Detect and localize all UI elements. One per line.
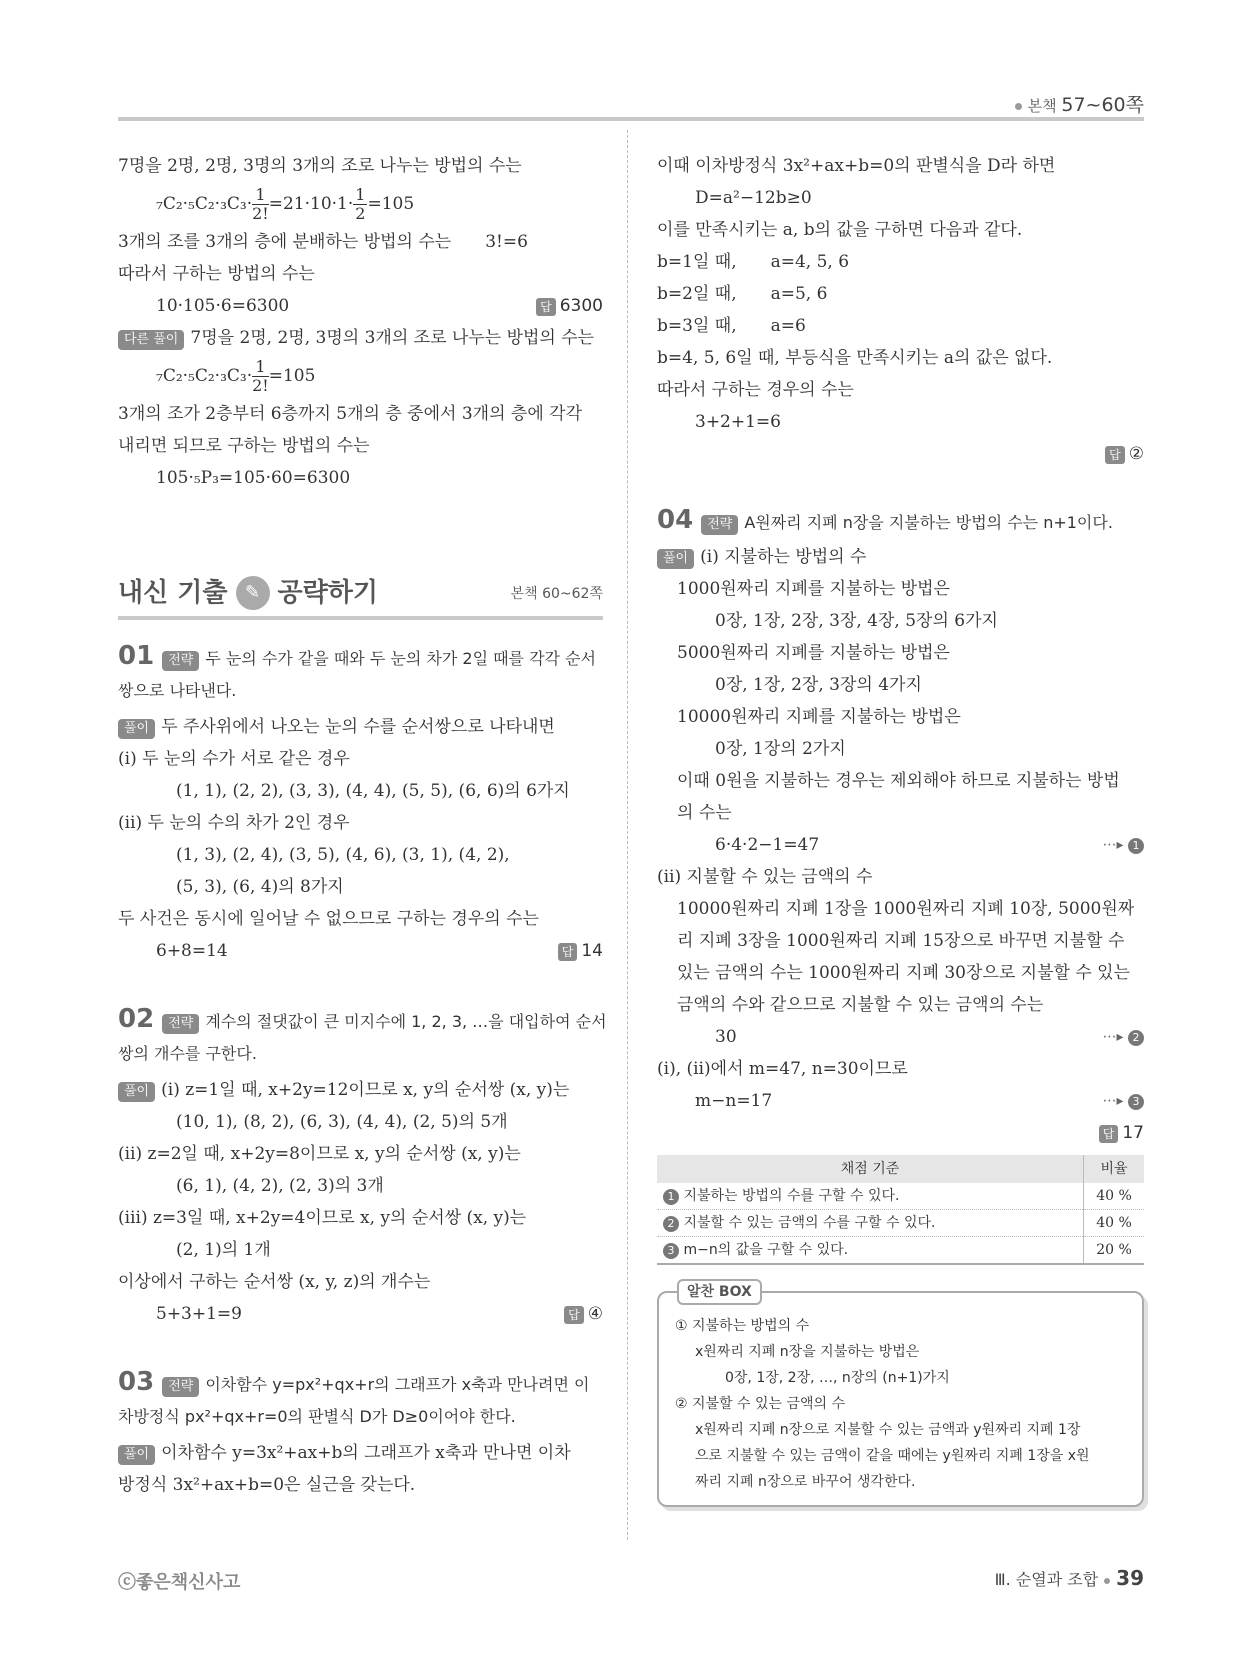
- fraction-numerator: 1: [355, 185, 366, 204]
- text-line: (2, 1)의 1개: [176, 1240, 271, 1260]
- section-title-part: 공략하기: [277, 578, 378, 608]
- text-line: 0장, 1장, 2장, 3장의 4가지: [715, 675, 922, 695]
- section-title-part: 내신 기출: [118, 578, 228, 608]
- text-line: 두 주사위에서 나오는 눈의 수를 순서쌍으로 나타내면: [161, 717, 555, 737]
- answer-row: [118, 1298, 603, 1330]
- tip-line: x원짜리 지폐 n장으로 지불할 수 있는 금액과 y원짜리 지폐 1장: [695, 1422, 1081, 1438]
- criteria-text: 지불하는 방법의 수를 구할 수 있다.: [683, 1188, 900, 1204]
- tip-line: ② 지불할 수 있는 금액의 수: [675, 1396, 846, 1412]
- page-number: 39: [1116, 1566, 1144, 1590]
- answer: [536, 290, 603, 322]
- step-row: [657, 1085, 1144, 1117]
- text-line: 0장, 1장, 2장, 3장, 4장, 5장의 6가지: [715, 611, 998, 631]
- text-line: 방정식 3x²+ax+b=0은 실근을 갖는다.: [118, 1475, 416, 1495]
- text-line: 7명을 2명, 2명, 3명의 3개의 조로 나누는 방법의 수는: [190, 328, 595, 348]
- problem-03-strategy: [118, 1366, 603, 1401]
- answer-tag: 답: [564, 1306, 584, 1324]
- table-row: [657, 1210, 1144, 1237]
- answer-tag: 답: [1105, 446, 1125, 464]
- text-line: (ⅰ) z=1일 때, x+2y=12이므로 x, y의 순서쌍 (x, y)는: [161, 1080, 570, 1100]
- tip-line: x원짜리 지폐 n장을 지불하는 방법은: [695, 1344, 920, 1360]
- notebook-icon: ✎: [236, 576, 270, 610]
- text-line: b=1일 때, a=4, 5, 6: [657, 252, 850, 272]
- formula-line: 3+2+1=6: [695, 412, 781, 432]
- top-rule: [118, 117, 1144, 121]
- solution-tag: 풀이: [118, 1082, 155, 1102]
- answer: [558, 935, 603, 967]
- solution-tag: 풀이: [118, 1445, 155, 1465]
- answer-tag: 답: [536, 298, 556, 316]
- alt-solution-line: [118, 322, 603, 354]
- text-line: 따라서 구하는 경우의 수는: [657, 380, 854, 400]
- tip-box-title: 알찬 BOX: [677, 1279, 762, 1305]
- answer: [564, 1298, 603, 1330]
- text-line: (ⅱ) 두 눈의 수의 차가 2인 경우: [118, 813, 350, 833]
- step-number-icon: 3: [1128, 1094, 1144, 1110]
- strategy-text: 쌍으로 나타낸다.: [118, 681, 237, 700]
- strategy-tag: 전략: [162, 651, 199, 671]
- fraction: [353, 186, 367, 223]
- text-line: b=4, 5, 6일 때, 부등식을 만족시키는 a의 값은 없다.: [657, 348, 1053, 368]
- answer-row: [118, 935, 603, 967]
- table-header-row: [657, 1155, 1144, 1183]
- text-line: 10000원짜리 지폐 1장을 1000원짜리 지폐 10장, 5000원짜: [677, 899, 1135, 919]
- formula-line: 105·₅P₃=105·60=6300: [156, 468, 351, 488]
- fraction: [252, 358, 269, 395]
- solution-line: [118, 1074, 603, 1106]
- column-divider: [627, 130, 628, 1540]
- formula-line: 30: [715, 1027, 737, 1047]
- step-number-icon: 1: [1128, 838, 1144, 854]
- text-line: 내리면 되므로 구하는 방법의 수는: [118, 436, 370, 456]
- ratio-cell: 40 %: [1084, 1210, 1145, 1237]
- formula-line: [118, 182, 603, 226]
- table-header: 비율: [1084, 1155, 1145, 1183]
- text-line: 3개의 조가 2층부터 6층까지 5개의 층 중에서 3개의 층에 각각: [118, 404, 582, 424]
- section-title: [118, 576, 378, 610]
- text-line: 의 수는: [677, 803, 732, 823]
- answer-value: ②: [1128, 444, 1144, 464]
- step-marker: ⋯▸ 2: [1103, 1021, 1144, 1053]
- strategy-text: 두 눈의 수가 같을 때와 두 눈의 차가 2일 때를 각각 순서: [205, 649, 597, 668]
- text-line: 리 지폐 3장을 1000원짜리 지폐 15장으로 바꾸면 지불할 수: [677, 931, 1125, 951]
- text-line: (ⅲ) z=3일 때, x+2y=4이므로 x, y의 순서쌍 (x, y)는: [118, 1208, 527, 1228]
- right-column: [657, 150, 1144, 1507]
- criteria-text: 지불할 수 있는 금액의 수를 구할 수 있다.: [683, 1215, 936, 1231]
- table-cell: [657, 1183, 1084, 1210]
- publisher-logo: ⓒ좋은책신사고: [118, 1572, 241, 1593]
- text-line: (ⅱ) 지불할 수 있는 금액의 수: [657, 867, 873, 887]
- text-line: 두 사건은 동시에 일어날 수 없으므로 구하는 경우의 수는: [118, 909, 539, 929]
- text-line: (ⅰ), (ⅱ)에서 m=47, n=30이므로: [657, 1059, 908, 1079]
- left-column: [118, 150, 607, 1501]
- text-line: (6, 1), (4, 2), (2, 3)의 3개: [176, 1176, 384, 1196]
- text-line: 따라서 구하는 방법의 수는: [118, 264, 315, 284]
- strategy-text: 이차함수 y=px²+qx+r의 그래프가 x축과 만나려면 이: [205, 1375, 590, 1394]
- answer-value: 6300: [559, 296, 603, 316]
- fraction-denominator: 2!: [252, 376, 269, 395]
- text-line: 이를 만족시키는 a, b의 값을 구하면 다음과 같다.: [657, 220, 1023, 240]
- solution-tag: 풀이: [657, 549, 694, 569]
- text-line: (1, 3), (2, 4), (3, 5), (4, 6), (3, 1), (4, 2),: [176, 845, 510, 865]
- problem-number: 02: [118, 1004, 155, 1034]
- text-line: b=3일 때, a=6: [657, 316, 806, 336]
- table-cell: [657, 1210, 1084, 1237]
- ratio-cell: 40 %: [1084, 1183, 1145, 1210]
- strategy-text: 계수의 절댓값이 큰 미지수에 1, 2, 3, …을 대입하여 순서: [205, 1012, 607, 1031]
- text-line: 이때 0원을 지불하는 경우는 제외해야 하므로 지불하는 방법: [677, 771, 1120, 791]
- step-number-icon: 2: [663, 1216, 679, 1232]
- tip-line: 으로 지불할 수 있는 금액이 같을 때에는 y원짜리 지폐 1장을 x원: [695, 1448, 1090, 1464]
- formula-line: 5+3+1=9: [156, 1304, 242, 1324]
- text-line: (ⅰ) 지불하는 방법의 수: [700, 547, 867, 567]
- text-line: (10, 1), (8, 2), (6, 3), (4, 4), (2, 5)의 5개: [176, 1112, 508, 1132]
- table-row: [657, 1183, 1144, 1210]
- strategy-text: 차방정식 px²+qx+r=0의 판별식 D가 D≥0이어야 한다.: [118, 1407, 516, 1426]
- answer-value: 17: [1122, 1123, 1144, 1143]
- strategy-text: A원짜리 지폐 n장을 지불하는 방법의 수는 n+1이다.: [744, 513, 1113, 532]
- text-line: (ⅱ) z=2일 때, x+2y=8이므로 x, y의 순서쌍 (x, y)는: [118, 1144, 521, 1164]
- fraction-numerator: 1: [252, 358, 269, 377]
- tip-line: ① 지불하는 방법의 수: [675, 1318, 810, 1334]
- problem-02-strategy: [118, 1003, 607, 1038]
- formula-part: ₇C₂·₅C₂·₃C₃·: [156, 366, 253, 386]
- text-line: 7명을 2명, 2명, 3명의 3개의 조로 나누는 방법의 수는: [118, 156, 522, 176]
- step-row: [657, 1021, 1144, 1053]
- ratio-cell: 20 %: [1084, 1237, 1145, 1265]
- step-marker: ⋯▸ 1: [1103, 829, 1144, 861]
- answer-value: 14: [581, 941, 603, 961]
- text-line: 5000원짜리 지폐를 지불하는 방법은: [677, 643, 950, 663]
- table-row: [657, 1237, 1144, 1265]
- alt-solution-tag: 다른 풀이: [118, 330, 184, 350]
- strategy-text: 쌍의 개수를 구한다.: [118, 1044, 257, 1063]
- bullet-dot-icon: [1015, 103, 1022, 110]
- solution-tag: 풀이: [118, 719, 155, 739]
- text-line: 10000원짜리 지폐를 지불하는 방법은: [677, 707, 961, 727]
- table-header: 채점 기준: [657, 1155, 1084, 1183]
- formula-line: 6·4·2−1=47: [715, 835, 820, 855]
- section-page-ref: 본책 60~62쪽: [510, 586, 603, 602]
- text-line: (ⅰ) 두 눈의 수가 서로 같은 경우: [118, 749, 350, 769]
- text-line: (1, 1), (2, 2), (3, 3), (4, 4), (5, 5), (6, 6)의 6가지: [176, 781, 570, 801]
- problem-01-strategy: [118, 640, 603, 675]
- step-number-icon: 1: [663, 1189, 679, 1205]
- criteria-text: m−n의 값을 구할 수 있다.: [683, 1242, 849, 1258]
- header-page-reference: [1015, 90, 1144, 117]
- step-number-icon: 2: [1128, 1030, 1144, 1046]
- answer-tag: 답: [1099, 1125, 1119, 1143]
- text-line: 1000원짜리 지폐를 지불하는 방법은: [677, 579, 950, 599]
- answer: [657, 438, 1144, 470]
- answer-value: ④: [587, 1304, 603, 1324]
- answer-tag: 답: [558, 943, 578, 961]
- strategy-tag: 전략: [701, 515, 738, 535]
- problem-number: 01: [118, 641, 155, 671]
- section-title-bar: [118, 576, 603, 620]
- text-line: 이상에서 구하는 순서쌍 (x, y, z)의 개수는: [118, 1272, 431, 1292]
- fraction-denominator: 2: [355, 204, 366, 223]
- fraction-denominator: 2!: [252, 204, 269, 223]
- problem-number: 04: [657, 505, 694, 535]
- solution-line: [118, 711, 603, 743]
- bullet-dot-icon: [1104, 1578, 1110, 1584]
- text-line: 3개의 조를 3개의 층에 분배하는 방법의 수는 3!=6: [118, 232, 528, 252]
- tip-line: 0장, 1장, 2장, …, n장의 (n+1)가지: [725, 1370, 950, 1386]
- header-ref-label: 본책: [1027, 97, 1057, 115]
- fraction: [252, 186, 269, 223]
- formula-part: =105: [268, 366, 316, 386]
- step-row: [657, 829, 1144, 861]
- formula-part: =21·10·1·: [268, 194, 354, 214]
- formula-line: [118, 354, 603, 398]
- text-line: 0장, 1장의 2가지: [715, 739, 846, 759]
- strategy-tag: 전략: [162, 1014, 199, 1034]
- text-line: 있는 금액의 수는 1000원짜리 지폐 30장으로 지불할 수 있는: [677, 963, 1130, 983]
- tip-line: 짜리 지폐 n장으로 바꾸어 생각한다.: [695, 1474, 916, 1490]
- formula-part: =105: [367, 194, 415, 214]
- solution-line: [657, 541, 1144, 573]
- strategy-tag: 전략: [162, 1377, 199, 1397]
- text-line: 금액의 수와 같으므로 지불할 수 있는 금액의 수는: [677, 995, 1044, 1015]
- answer: [657, 1117, 1144, 1149]
- text-line: (5, 3), (6, 4)의 8가지: [176, 877, 344, 897]
- problem-04-strategy: [657, 504, 1144, 539]
- tip-box: [657, 1284, 1144, 1507]
- step-marker: ⋯▸ 3: [1103, 1085, 1144, 1117]
- formula-line: 10·105·6=6300: [156, 296, 290, 316]
- scoring-table: [657, 1155, 1144, 1265]
- header-ref-pages: 57~60쪽: [1061, 94, 1144, 116]
- chapter-label: Ⅲ. 순열과 조합: [994, 1570, 1099, 1589]
- footer-page-info: [995, 1566, 1144, 1590]
- formula-line: m−n=17: [695, 1091, 773, 1111]
- formula-part: ₇C₂·₅C₂·₃C₃·: [156, 194, 253, 214]
- text-line: b=2일 때, a=5, 6: [657, 284, 828, 304]
- table-cell: [657, 1237, 1084, 1265]
- formula-line: 6+8=14: [156, 941, 228, 961]
- solution-line: [118, 1437, 603, 1469]
- fraction-numerator: 1: [252, 186, 269, 205]
- answer-row: [118, 290, 603, 322]
- formula-line: D=a²−12b≥0: [695, 188, 812, 208]
- problem-number: 03: [118, 1367, 155, 1397]
- text-line: 이차함수 y=3x²+ax+b의 그래프가 x축과 만나면 이차: [161, 1443, 571, 1463]
- step-number-icon: 3: [663, 1243, 679, 1259]
- text-line: 이때 이차방정식 3x²+ax+b=0의 판별식을 D라 하면: [657, 156, 1056, 176]
